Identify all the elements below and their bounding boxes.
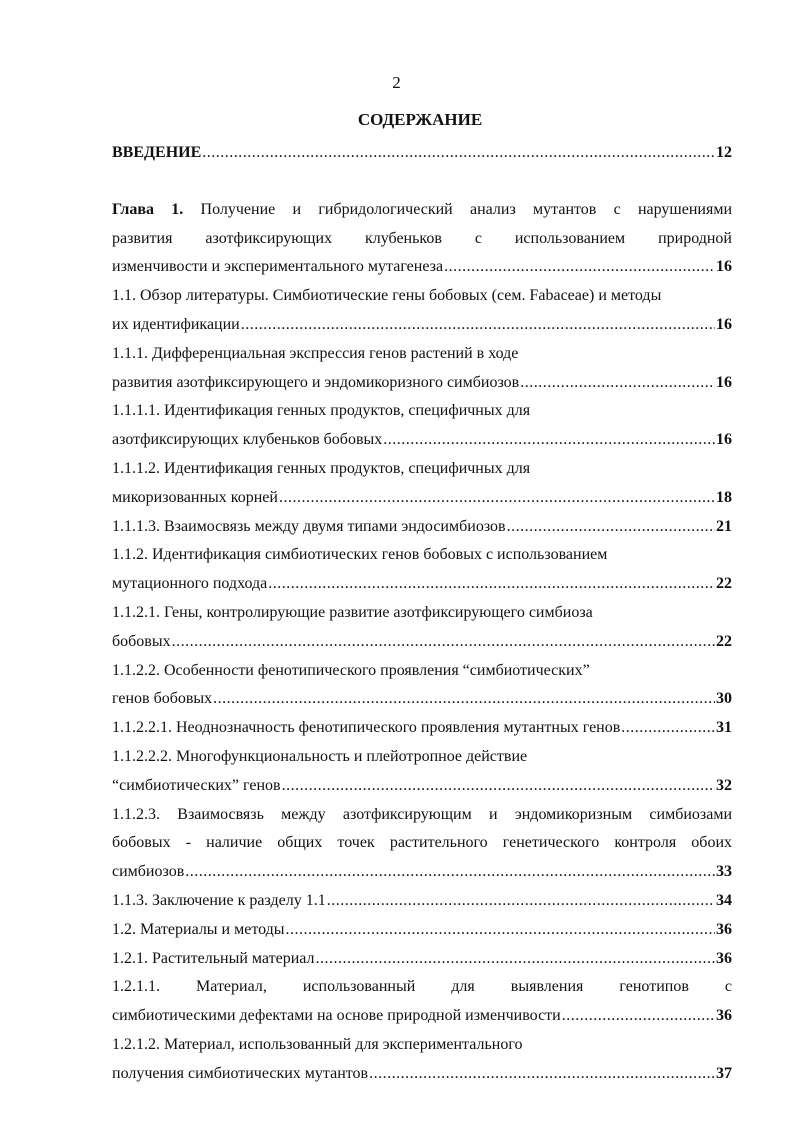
- toc-entry[interactable]: [112, 1031, 732, 1089]
- toc-entry-chapter-1[interactable]: [112, 196, 732, 282]
- toc-entry[interactable]: [112, 714, 732, 743]
- toc-page-number: 34: [716, 891, 732, 909]
- toc-entry[interactable]: [112, 340, 732, 398]
- dot-leader: [268, 570, 715, 599]
- toc-entry[interactable]: [112, 916, 732, 945]
- toc-entry-line: [112, 196, 732, 225]
- toc-entry[interactable]: [112, 599, 732, 657]
- toc-entry[interactable]: [112, 397, 732, 455]
- toc-entry[interactable]: [112, 887, 732, 916]
- table-of-contents: [112, 139, 732, 1089]
- dot-leader: [562, 1002, 715, 1031]
- toc-entry-label: получения симбиотических мутантов: [112, 1064, 369, 1082]
- dot-leader: [279, 484, 715, 513]
- toc-entry[interactable]: [112, 743, 732, 801]
- toc-entry-line: 1.1.2.1. Гены, контролирующие развитие азотфиксирующего симбиоза: [112, 603, 593, 621]
- toc-entry[interactable]: [112, 513, 732, 542]
- dot-leader: [621, 714, 715, 743]
- toc-page-number: 12: [716, 144, 732, 161]
- toc-entry-label: азотфиксирующих клубеньков бобовых: [112, 431, 383, 449]
- toc-page-number: 36: [716, 920, 732, 938]
- toc-page-number: 16: [716, 258, 732, 276]
- toc-page-number: 16: [716, 315, 732, 333]
- toc-entry-introduction[interactable]: [112, 139, 732, 168]
- toc-page-number: 22: [716, 575, 732, 593]
- dot-leader: [202, 139, 715, 168]
- dot-leader: [185, 858, 715, 887]
- toc-entry-label: микоризованных корней: [112, 488, 278, 506]
- toc-entry-label: симбиозов: [112, 863, 185, 881]
- toc-entry-label: 1.1.3. Заключение к разделу 1.1: [112, 891, 326, 909]
- toc-entry-label: их идентификации: [112, 315, 240, 333]
- dot-leader: [282, 772, 715, 801]
- toc-entry-label: симбиотическими дефектами на основе природной изменчивости: [112, 1007, 561, 1025]
- toc-entry-label: ВВЕДЕНИЕ: [112, 144, 202, 161]
- dot-leader: [369, 1060, 715, 1089]
- toc-entry-label: 1.1.2.2.1. Неоднозначность фенотипического проявления мутантных генов: [112, 719, 621, 737]
- toc-entry-label: 1.2. Материалы и методы: [112, 920, 285, 938]
- toc-entry-line: 1.1.2.2. Особенности фенотипического проявления “симбиотических”: [112, 661, 590, 679]
- toc-entry-line: бобовых - наличие общих точек растительного генетического контроля обоих: [112, 834, 732, 852]
- toc-entry-label: изменчивости и экспериментального мутагенеза: [112, 258, 444, 276]
- toc-entry-label: 1.2.1. Растительный материал: [112, 949, 315, 967]
- toc-page-number: 16: [716, 373, 732, 391]
- toc-entry-line: 1.1.1.2. Идентификация генных продуктов, специфичных для: [112, 459, 531, 477]
- dot-leader: [241, 311, 715, 340]
- toc-entry-line: 1.1.2.2.2. Многофункциональность и плейотропное действие: [112, 747, 528, 765]
- dot-leader: [383, 426, 715, 455]
- toc-entry-label: 1.1.1.3. Взаимосвязь между двумя типами эндосимбиозов: [112, 517, 506, 535]
- toc-entry[interactable]: [112, 801, 732, 887]
- toc-entry[interactable]: [112, 541, 732, 599]
- toc-entry-label: мутационного подхода: [112, 575, 268, 593]
- dot-leader: [520, 369, 715, 398]
- toc-page-number: 32: [716, 776, 732, 794]
- toc-page-number: 37: [716, 1064, 732, 1082]
- toc-entry-label: развития азотфиксирующего и эндомикоризного симбиозов: [112, 373, 520, 391]
- toc-page-number: 33: [716, 863, 732, 881]
- dot-leader: [286, 916, 715, 945]
- page-title: СОДЕРЖАНИЕ: [357, 110, 483, 129]
- dot-leader: [507, 513, 715, 542]
- page-number: 2: [392, 73, 401, 92]
- toc-entry-line: 1.1.1.1. Идентификация генных продуктов, специфичных для: [112, 402, 531, 420]
- toc-page-number: 21: [716, 517, 732, 535]
- toc-page-number: 30: [716, 690, 732, 708]
- dot-leader: [327, 887, 715, 916]
- toc-entry-line: 1.1.1. Дифференциальная экспрессия генов растений в ходе: [112, 344, 519, 362]
- toc-entry-label: генов бобовых: [112, 690, 213, 708]
- toc-entry-line: 1.1.2.3. Взаимосвязь между азотфиксирующим и эндомикоризным симбиозами: [112, 805, 732, 823]
- toc-page-number: 22: [716, 632, 732, 650]
- toc-entry[interactable]: [112, 455, 732, 513]
- toc-entry[interactable]: [112, 945, 732, 974]
- toc-entry-label: бобовых: [112, 632, 171, 650]
- toc-entry-line: 1.2.1.2. Материал, использованный для экспериментального: [112, 1035, 523, 1053]
- dot-leader: [172, 628, 715, 657]
- toc-entry-line: 1.2.1.1. Материал, использованный для выявления генотипов с: [112, 978, 732, 996]
- toc-entry[interactable]: [112, 282, 732, 340]
- dot-leader: [316, 945, 716, 974]
- toc-page-number: 36: [716, 949, 732, 967]
- toc-page-number: 18: [716, 488, 732, 506]
- toc-entry-line: 1.1. Обзор литературы. Симбиотические гены бобовых (сем. Fabaceae) и методы: [112, 287, 662, 305]
- spacer: [112, 168, 732, 196]
- toc-page-number: 31: [716, 719, 732, 737]
- toc-entry-label: “симбиотических” генов: [112, 776, 281, 794]
- toc-entry-line: развития азотфиксирующих клубеньков с использованием природной: [112, 229, 732, 247]
- dot-leader: [444, 253, 715, 282]
- toc-page-number: 36: [716, 1007, 732, 1025]
- dot-leader: [213, 685, 715, 714]
- toc-entry-line: 1.1.2. Идентификация симбиотических генов бобовых с использованием: [112, 546, 608, 564]
- toc-entry[interactable]: [112, 657, 732, 715]
- chapter-title-part: Получение и гибридологический анализ мутантов с нарушениями: [200, 200, 732, 218]
- chapter-label: Глава 1.: [112, 200, 184, 218]
- toc-page-number: 16: [716, 431, 732, 449]
- toc-entry[interactable]: [112, 973, 732, 1031]
